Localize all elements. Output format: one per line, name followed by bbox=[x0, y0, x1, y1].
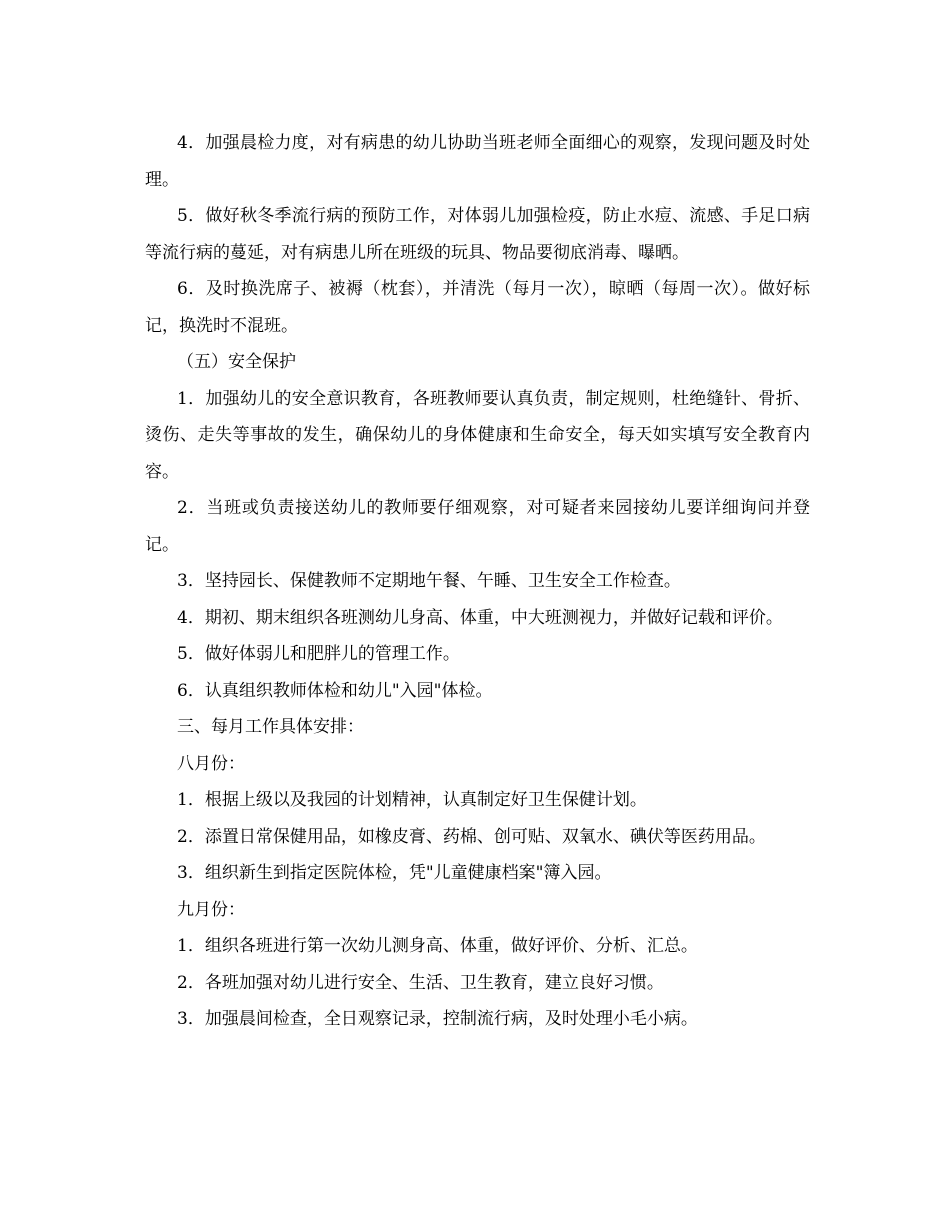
paragraph-height-weight: 4．期初、期末组织各班测幼儿身高、体重，中大班测视力，并做好记载和评价。 bbox=[177, 607, 783, 628]
paragraph-august-plan: 1．根据上级以及我园的计划精神，认真制定好卫生保健计划。 bbox=[177, 790, 647, 810]
paragraph-pickup-observation: 2．当班或负责接送幼儿的教师要仔细观察，对可疑者来园接幼儿要详细询问并登记。 bbox=[145, 498, 810, 555]
paragraph-safety-education: 1．加强幼儿的安全意识教育，各班教师要认真负责，制定规则，杜绝缝针、骨折、烫伤、走失等事故的发生，确保幼儿的身体健康和生命安全，每天如实填写安全教育内容。 bbox=[145, 388, 810, 482]
month-heading-august: 八月份： bbox=[177, 753, 245, 774]
paragraph-september-measure: 1．组织各班进行第一次幼儿测身高、体重，做好评价、分析、汇总。 bbox=[177, 936, 698, 956]
paragraph-september-morning-check: 3．加强晨间检查，全日观察记录，控制流行病，及时处理小毛小病。 bbox=[177, 1009, 698, 1029]
paragraph-bedding-washing: 6．及时换洗席子、被褥（枕套），并清洗（每月一次），晾晒（每周一次）。做好标记，换洗时不混班。 bbox=[145, 279, 810, 336]
paragraph-inspection: 3．坚持园长、保健教师不定期地午餐、午睡、卫生安全工作检查。 bbox=[177, 571, 681, 591]
paragraph-august-supplies: 2．添置日常保健用品，如橡皮膏、药棉、创可贴、双氧水、碘伏等医药用品。 bbox=[177, 826, 766, 847]
paragraph-autumn-morning-check: 4．加强晨检力度，对有病患的幼儿协助当班老师全面细心的观察，发现问题及时处理。 bbox=[145, 133, 810, 190]
paragraph-august-newborn-exam: 3．组织新生到指定医院体检，凭"儿童健康档案"簿入园。 bbox=[177, 863, 612, 883]
paragraph-physical-exam: 6．认真组织教师体检和幼儿"入园"体检。 bbox=[177, 680, 493, 701]
document-page bbox=[145, 125, 810, 1038]
paragraph-epidemic-prevention: 5．做好秋冬季流行病的预防工作，对体弱儿加强检疫，防止水痘、流感、手足口病等流行病的蔓延，对有病患儿所在班级的玩具、物品要彻底消毒、曝晒。 bbox=[145, 206, 810, 263]
month-heading-september: 九月份： bbox=[177, 899, 245, 920]
section-heading-safety: （五）安全保护 bbox=[177, 352, 296, 372]
paragraph-september-education: 2．各班加强对幼儿进行安全、生活、卫生教育，建立良好习惯。 bbox=[177, 972, 664, 993]
section-heading-monthly-plan: 三、每月工作具体安排： bbox=[177, 717, 364, 737]
paragraph-weak-obese-management: 5．做好体弱儿和肥胖儿的管理工作。 bbox=[177, 644, 460, 664]
